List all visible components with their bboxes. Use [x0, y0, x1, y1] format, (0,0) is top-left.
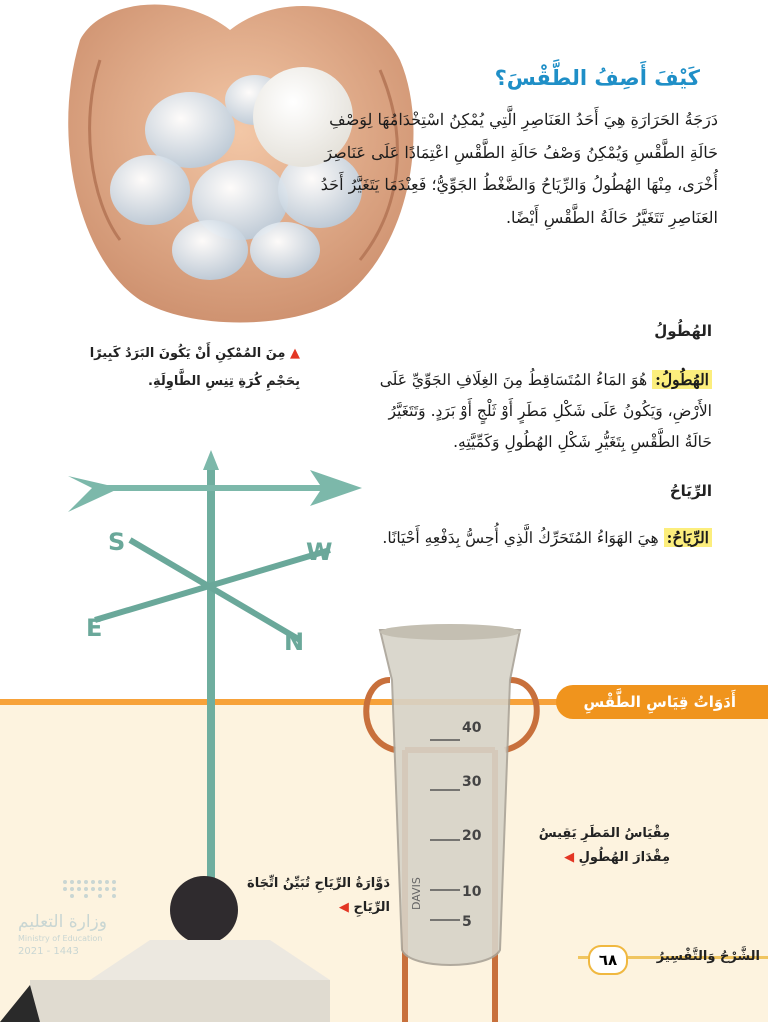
gauge-tick-40: 40 — [462, 720, 482, 736]
tools-banner-text: أَدَوَاتُ قِيَاسِ الطَّقْسِ — [583, 693, 736, 711]
vane-letter-e: E — [86, 614, 103, 642]
precipitation-term: الهُطُولُ: — [652, 370, 712, 389]
triangle-marker-icon: ▲ — [290, 346, 300, 361]
gauge-tick-30: 30 — [462, 774, 482, 790]
rain-gauge-caption — [520, 822, 670, 870]
intro-paragraph: دَرَجَةُ الحَرَارَةِ هِيَ أَحَدُ العَنَاصِرِ الَّتِي يُمْكِنُ اسْتِخْدَامُهَا لِوَصْفِ حَالَةِ الطَّقْسِ وَيُمْكِنُ وَصْفُ حَالَةِ الطَّقْسِ اعْتِمَادًا عَلَى عَنَاصِرَ أُخْرَى، مِنْهَا الهُطُولُ وَالرِّيَاحُ وَالضَّغْطُ الجَوِّيُّ؛ فَعِنْدَمَا يَتَغَيَّرُ أَحَدُ العَنَاصِرِ تَتَغَيَّرُ حَالَةُ الطَّقْسِ أَيْضًا. — [320, 110, 718, 227]
footer-label: الشَّرْحُ وَالتَّفْسِيرُ — [656, 949, 760, 964]
gauge-tick-20: 20 — [462, 828, 482, 844]
hail-caption-text: مِنَ المُمْكِنِ أَنْ يَكُونَ البَرَدُ كَبِيرًا بِحَجْمِ كُرَةِ تِنِسِ الطَّاوِلَةِ. — [89, 346, 300, 389]
gauge-brand: DAVIS — [410, 877, 423, 910]
tools-banner — [556, 685, 768, 719]
wind-heading: الرِّيَاحُ — [669, 482, 712, 500]
precipitation-definition — [372, 364, 712, 458]
pointer-icon: ◀ — [564, 850, 575, 865]
vane-letter-s: S — [108, 528, 126, 556]
wind-definition — [372, 522, 712, 554]
weather-vane-caption — [240, 872, 390, 920]
hail-caption — [60, 340, 300, 396]
precipitation-heading: الهُطُولُ — [654, 322, 712, 340]
wind-term: الرِّيَاحُ: — [664, 528, 712, 547]
ministry-logo-icon — [60, 876, 130, 906]
ministry-name-arabic: وزارة التعليم — [18, 912, 107, 932]
wind-definition-text: هِيَ الهَوَاءُ المُتَحَرِّكُ الَّذِي أُحِسُّ بِدَفْعِهِ أَحْيَانًا. — [382, 529, 659, 547]
rain-gauge-caption-text: مِقْيَاسُ المَطَرِ يَقِيسُ مِقْدَارَ الهُطُولِ — [538, 826, 670, 865]
pointer-icon: ◀ — [338, 900, 349, 915]
rain-gauge-image — [350, 620, 550, 1022]
precipitation-definition-text: هُوَ المَاءُ المُتَسَاقِطُ مِنَ الغِلَافِ الجَوِّيِّ عَلَى الأَرْضِ، وَيَكُونُ عَلَى شَكْلِ مَطَرٍ أَوْ ثَلْجٍ أَوْ بَرَدٍ. وَتَتَغَيَّرُ حَالَةُ الطَّقْسِ بِتَغَيُّرِ شَكْلِ الهُطُولِ وَكَمِّيَّتِهِ. — [379, 371, 712, 451]
ministry-year: 2021 - 1443 — [18, 946, 79, 957]
page-number: ٦٨ — [588, 945, 628, 975]
weather-vane-caption-text: دَوَّارَةُ الرِّيَاحِ تُبَيِّنُ اتِّجَاهَ الرِّيَاحِ — [247, 876, 390, 915]
section-title: كَيْفَ أَصِفُ الطَّقْسَ؟ — [494, 66, 700, 90]
vane-letter-w: W — [306, 538, 333, 566]
ministry-name-english: Ministry of Education — [18, 934, 103, 943]
gauge-tick-5: 5 — [462, 914, 472, 930]
vane-letter-n: N — [284, 628, 305, 656]
gauge-tick-10: 10 — [462, 884, 482, 900]
